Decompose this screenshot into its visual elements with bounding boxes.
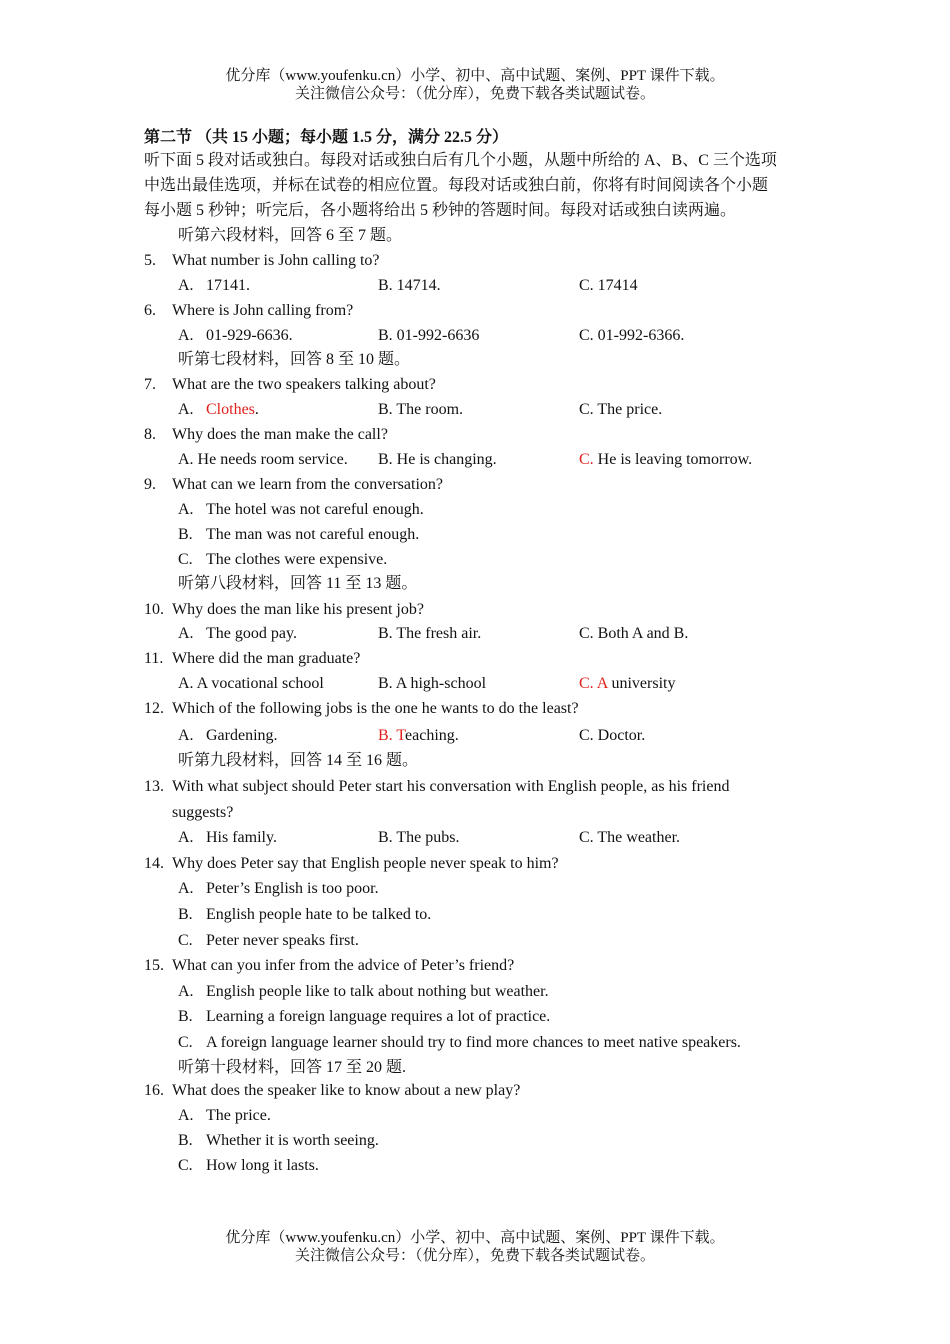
- option-label: C.: [178, 551, 193, 568]
- question-text: What can we learn from the conversation?: [172, 476, 443, 493]
- question-text: Which of the following jobs is the one he wants to do the least?: [172, 700, 579, 717]
- question-number: 16.: [144, 1082, 164, 1099]
- header-line-2: 关注微信公众号：（优分库），免费下载各类试题试卷。: [294, 86, 655, 102]
- option-b: [378, 726, 459, 746]
- option-text: Peter’s English is too poor.: [206, 880, 379, 897]
- question-text: What are the two speakers talking about?: [172, 376, 436, 393]
- question-text-continued: suggests?: [172, 804, 234, 821]
- option-a-label: A.: [178, 625, 194, 642]
- option-b: B. The fresh air.: [378, 625, 482, 642]
- option-b: B. He is changing.: [378, 451, 497, 468]
- option-a-rest: .: [254, 401, 259, 418]
- option-c: C. Doctor.: [579, 727, 646, 744]
- answer-highlight: C. A: [579, 675, 608, 692]
- option-c: [579, 674, 675, 694]
- option-a: A. A vocational school: [178, 675, 324, 692]
- question-number: 10.: [144, 601, 164, 618]
- option-a-label: A.: [178, 401, 194, 418]
- option-text: Whether it is worth seeing.: [206, 1132, 379, 1149]
- option-b: B. The pubs.: [378, 829, 460, 846]
- question-number: 6.: [144, 302, 156, 319]
- question-number: 12.: [144, 700, 164, 717]
- question-number: 5.: [144, 252, 156, 269]
- option-text: The hotel was not careful enough.: [206, 501, 424, 518]
- option-c: C. 17414: [579, 277, 638, 294]
- footer-line-2: 关注微信公众号：（优分库），免费下载各类试题试卷。: [294, 1248, 655, 1264]
- option-b: B. 01-992-6636: [378, 327, 480, 344]
- option-text: English people like to talk about nothing but weather.: [206, 983, 549, 1000]
- question-number: 11.: [144, 650, 164, 667]
- option-text: English people hate to be talked to.: [206, 906, 432, 923]
- material-header: 听第十段材料，回答 17 至 20 题.: [178, 1059, 407, 1076]
- option-label: B.: [178, 526, 193, 543]
- option-text: How long it lasts.: [206, 1157, 319, 1174]
- question-number: 14.: [144, 855, 164, 872]
- material-header: 听第九段材料，回答 14 至 16 题。: [178, 752, 419, 769]
- material-header: 听第七段材料，回答 8 至 10 题。: [178, 351, 411, 368]
- question-text: With what subject should Peter start his conversation with English people, as his friend: [172, 778, 730, 795]
- question-text: What number is John calling to?: [172, 252, 380, 269]
- option-label: B.: [178, 906, 193, 923]
- option-b: B. A high-school: [378, 675, 487, 692]
- option-c: [579, 450, 752, 470]
- page-footer: [0, 1229, 950, 1265]
- material-header: 听第八段材料，回答 11 至 13 题。: [178, 575, 418, 592]
- option-c-rest: He is leaving tomorrow.: [593, 451, 753, 468]
- header-line-1: 优分库（www.youfenku.cn）小学、初中、高中试题、案例、PPT 课件下载。: [225, 68, 725, 84]
- option-label: C.: [178, 932, 193, 949]
- option-label: C.: [178, 1157, 193, 1174]
- question-number: 13.: [144, 778, 164, 795]
- answer-highlight: C.: [579, 451, 594, 468]
- question-text: Why does Peter say that English people never speak to him?: [172, 855, 559, 872]
- option-c: C. The weather.: [579, 829, 681, 846]
- option-c-rest: university: [607, 675, 676, 692]
- option-label: A.: [178, 983, 194, 1000]
- instructions-line-2: 中选出最佳选项，并标在试卷的相应位置。每段对话或独白前，你将有时间阅读各个小题: [144, 177, 769, 194]
- question-text: What can you infer from the advice of Peter’s friend?: [172, 957, 515, 974]
- option-a: 17141.: [206, 277, 250, 294]
- option-label: B.: [178, 1132, 193, 1149]
- section-instructions: [144, 148, 814, 223]
- question-text: Why does the man like his present job?: [172, 601, 424, 618]
- option-a: The good pay.: [206, 625, 297, 642]
- option-c: C. The price.: [579, 401, 663, 418]
- question-number: 15.: [144, 957, 164, 974]
- option-a-label: A.: [178, 727, 194, 744]
- option-label: B.: [178, 1008, 193, 1025]
- option-label: A.: [178, 880, 194, 897]
- option-a: 01-929-6636.: [206, 327, 293, 344]
- instructions-line-3: 每小题 5 秒钟；听完后，各小题将给出 5 秒钟的答题时间。每段对话或独白读两遍。: [144, 202, 737, 219]
- option-label: A.: [178, 501, 194, 518]
- option-text: A foreign language learner should try to find more chances to meet native speakers.: [206, 1034, 741, 1051]
- question-text: What does the speaker like to know about a new play?: [172, 1082, 521, 1099]
- option-b-rest: eaching.: [405, 727, 459, 744]
- option-text: The clothes were expensive.: [206, 551, 388, 568]
- footer-line-1: 优分库（www.youfenku.cn）小学、初中、高中试题、案例、PPT 课件下载。: [225, 1230, 725, 1246]
- option-b: B. The room.: [378, 401, 464, 418]
- question-number: 9.: [144, 476, 156, 493]
- option-a: Gardening.: [206, 727, 278, 744]
- answer-highlight: B. T: [378, 727, 406, 744]
- option-text: The man was not careful enough.: [206, 526, 420, 543]
- question-text: Where did the man graduate?: [172, 650, 361, 667]
- answer-highlight: Clothes: [206, 401, 255, 418]
- option-a: A. He needs room service.: [178, 451, 348, 468]
- section-title: [144, 124, 508, 147]
- question-text: Why does the man make the call?: [172, 426, 388, 443]
- section-name: 第二节: [144, 129, 193, 146]
- option-c: C. Both A and B.: [579, 625, 689, 642]
- option-text: Peter never speaks first.: [206, 932, 359, 949]
- instructions-line-1: 听下面 5 段对话或独白。每段对话或独白后有几个小题，从题中所给的 A、B、C 三个选项: [144, 152, 777, 169]
- option-label: A.: [178, 1107, 194, 1124]
- page-header: [0, 67, 950, 103]
- option-a-label: A.: [178, 829, 194, 846]
- option-c: C. 01-992-6366.: [579, 327, 685, 344]
- option-text: Learning a foreign language requires a lot of practice.: [206, 1008, 551, 1025]
- option-text: The price.: [206, 1107, 271, 1124]
- option-a: His family.: [206, 829, 277, 846]
- question-text: Where is John calling from?: [172, 302, 354, 319]
- option-a-label: A.: [178, 277, 194, 294]
- option-a: [206, 400, 259, 420]
- question-number: 7.: [144, 376, 156, 393]
- option-label: C.: [178, 1034, 193, 1051]
- option-b: B. 14714.: [378, 277, 441, 294]
- question-number: 8.: [144, 426, 156, 443]
- option-a-label: A.: [178, 327, 194, 344]
- material-header: 听第六段材料，回答 6 至 7 题。: [178, 227, 403, 244]
- section-subtitle: （共 15 小题；每小题 1.5 分，满分 22.5 分）: [196, 129, 509, 146]
